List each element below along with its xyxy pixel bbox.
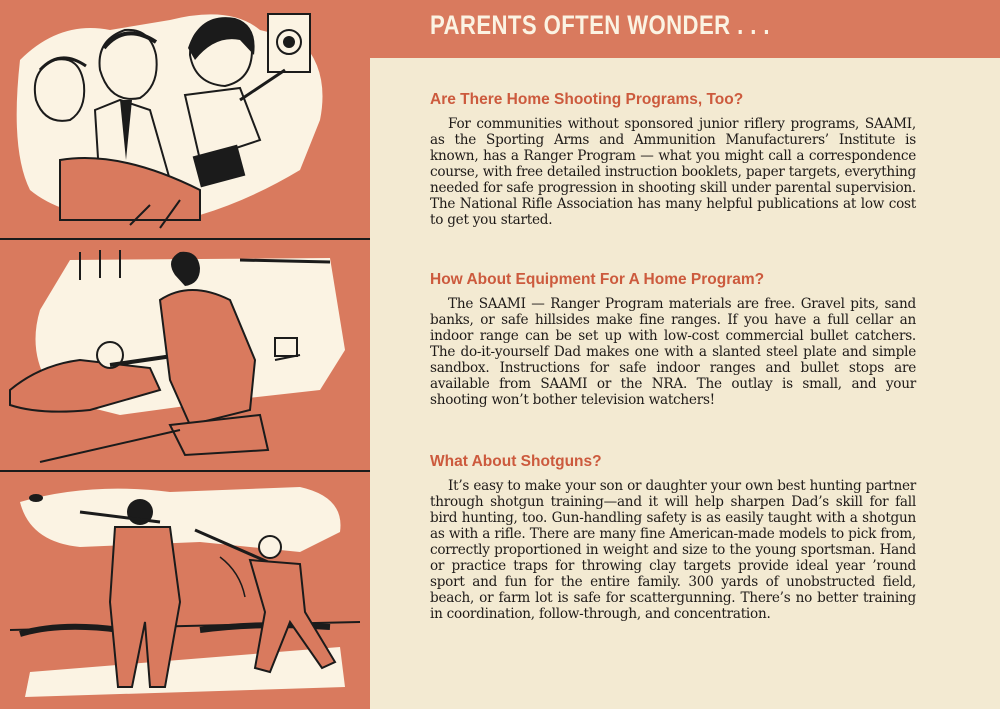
indoor-range-drawing (0, 240, 370, 470)
section-heading: How About Equipment For A Home Program? (430, 271, 765, 288)
section-body: The SAAMI — Ranger Program materials are free. Gravel pits, sand banks, or safe hillsides make fine ranges. If you have a full cellar an indoor range can be set up with low-cost commercial bullet catchers. The do-it-yourself Dad makes one with a slanted steel plate and simple sandbox. Instructions for safe indoor ranges and bullet stops are available from SAAMI or the NRA. The outlay is small, and your shooting won’t bother television watchers! (430, 296, 916, 408)
illustration-shotgun-shooters (0, 472, 370, 709)
section-heading: Are There Home Shooting Programs, Too? (430, 91, 744, 108)
section-heading: What About Shotguns? (430, 453, 602, 470)
section-home-programs (430, 91, 916, 228)
illustration-family-target (0, 0, 370, 238)
illustration-column (0, 0, 370, 709)
section-body: For communities without sponsored junior riflery programs, SAAMI, as the Sporting Arms and Ammunition Manufacturers’ Institute is known, has a Ranger Program — what you might call a correspondence course, with free detailed instruction booklets, paper targets, everything needed for safe progression in shooting skill under parental supervision. The National Rifle Association has many helpful publications at low cost to get you started. (430, 116, 916, 228)
page-title: PARENTS OFTEN WONDER . . . (430, 10, 770, 40)
section-body: It’s easy to make your son or daughter your own best hunting partner through shotgun training—and it will help sharpen Dad’s skill for fall bird hunting, too. Gun-handling safety is as easily taught with a shotgun as with a rifle. There are many fine American-made models to pick from, correctly proportioned in weight and size to the young sportsman. Hand or practice traps for throwing clay targets provide ideal year ’round sport and fun for the entire family. 300 yards of unobstructed field, beach, or farm lot is safe for scattergunning. There’s no better training in coordination, follow-through, and concentration. (430, 478, 916, 622)
shotgun-shooters-drawing (0, 472, 370, 709)
family-target-drawing (0, 0, 370, 238)
section-equipment (430, 271, 916, 408)
illustration-indoor-range (0, 240, 370, 470)
section-shotguns (430, 453, 916, 622)
